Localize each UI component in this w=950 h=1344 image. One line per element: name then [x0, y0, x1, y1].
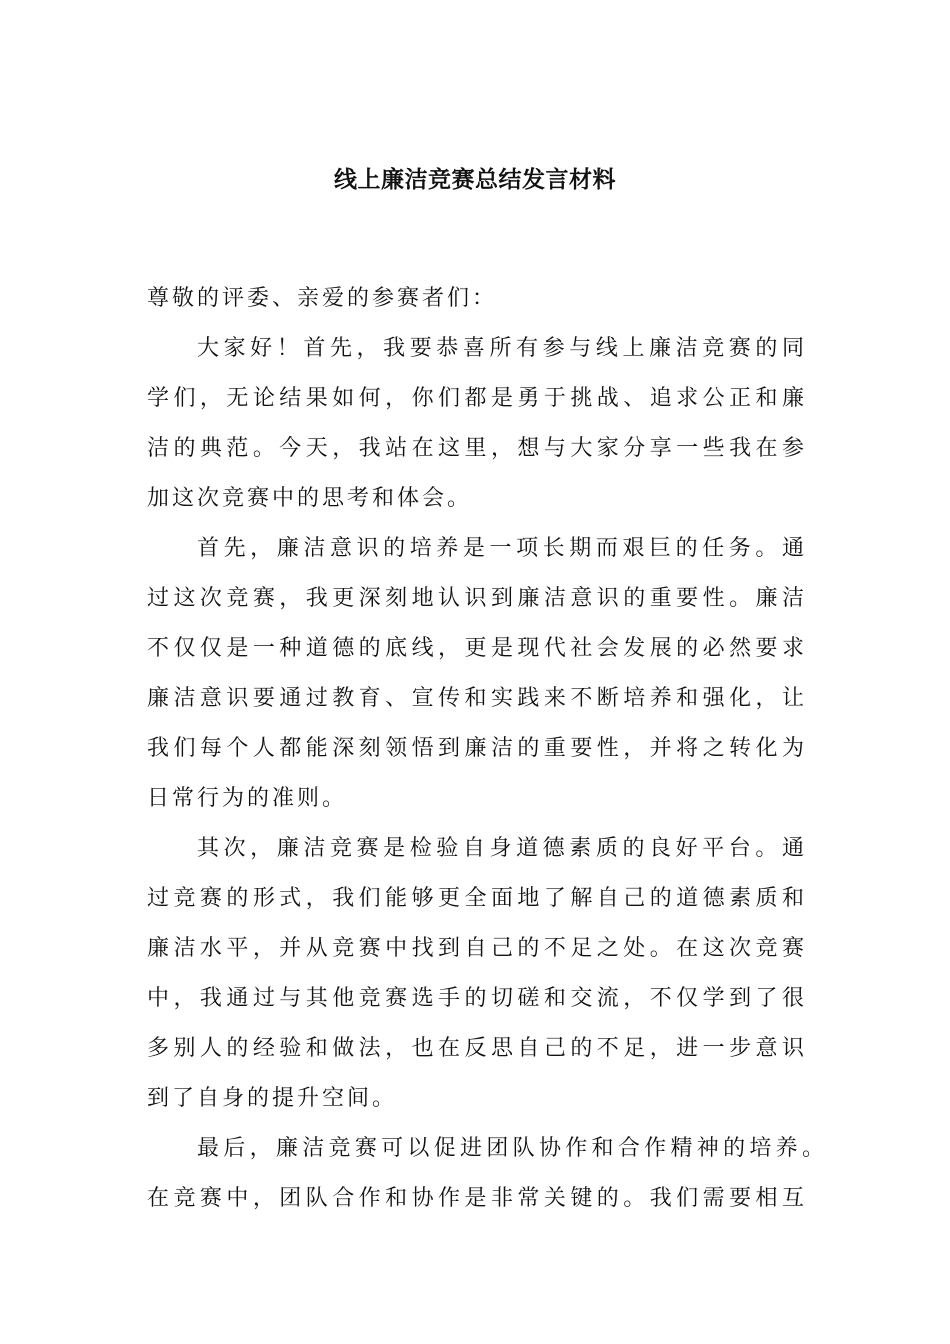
paragraph-2-line-4: 廉洁意识要通过教育、宣传和实践来不断培养和强化，让 — [147, 686, 807, 711]
paragraph-2-line-2: 过这次竞赛，我更深刻地认识到廉洁意识的重要性。廉洁 — [147, 586, 807, 611]
paragraph-3-line-6: 到了自身的提升空间。 — [147, 1086, 398, 1111]
paragraph-2-line-6: 日常行为的准则。 — [147, 786, 348, 811]
paragraph-1-line-2: 学们，无论结果如何，你们都是勇于挑战、追求公正和廉 — [147, 386, 807, 411]
paragraph-1-line-4: 加这次竞赛中的思考和体会。 — [147, 486, 473, 511]
paragraph-3-line-3: 廉洁水平，并从竞赛中找到自己的不足之处。在这次竞赛 — [147, 936, 807, 961]
paragraph-2-line-5: 我们每个人都能深刻领悟到廉洁的重要性，并将之转化为 — [147, 736, 807, 761]
salutation: 尊敬的评委、亲爱的参赛者们： — [147, 286, 498, 311]
paragraph-4-line-1: 最后，廉洁竞赛可以促进团队协作和合作精神的培养。 — [197, 1136, 827, 1161]
paragraph-3-line-4: 中，我通过与其他竞赛选手的切磋和交流，不仅学到了很 — [147, 986, 807, 1011]
paragraph-2-line-3: 不仅仅是一种道德的底线，更是现代社会发展的必然要求 — [147, 636, 807, 661]
paragraph-1-line-3: 洁的典范。今天，我站在这里，想与大家分享一些我在参 — [147, 436, 807, 461]
paragraph-1-line-1: 大家好！首先，我要恭喜所有参与线上廉洁竞赛的同 — [197, 336, 807, 361]
paragraph-3-line-2: 过竞赛的形式，我们能够更全面地了解自己的道德素质和 — [147, 886, 807, 911]
document-title: 线上廉洁竞赛总结发言材料 — [334, 167, 616, 193]
paragraph-2-line-1: 首先，廉洁意识的培养是一项长期而艰巨的任务。通 — [197, 536, 807, 561]
paragraph-3-line-5: 多别人的经验和做法，也在反思自己的不足，进一步意识 — [147, 1036, 807, 1061]
paragraph-4-line-2: 在竞赛中，团队合作和协作是非常关键的。我们需要相互 — [147, 1186, 807, 1211]
document-body — [147, 274, 827, 1224]
paragraph-3-line-1: 其次，廉洁竞赛是检验自身道德素质的良好平台。通 — [197, 836, 807, 861]
